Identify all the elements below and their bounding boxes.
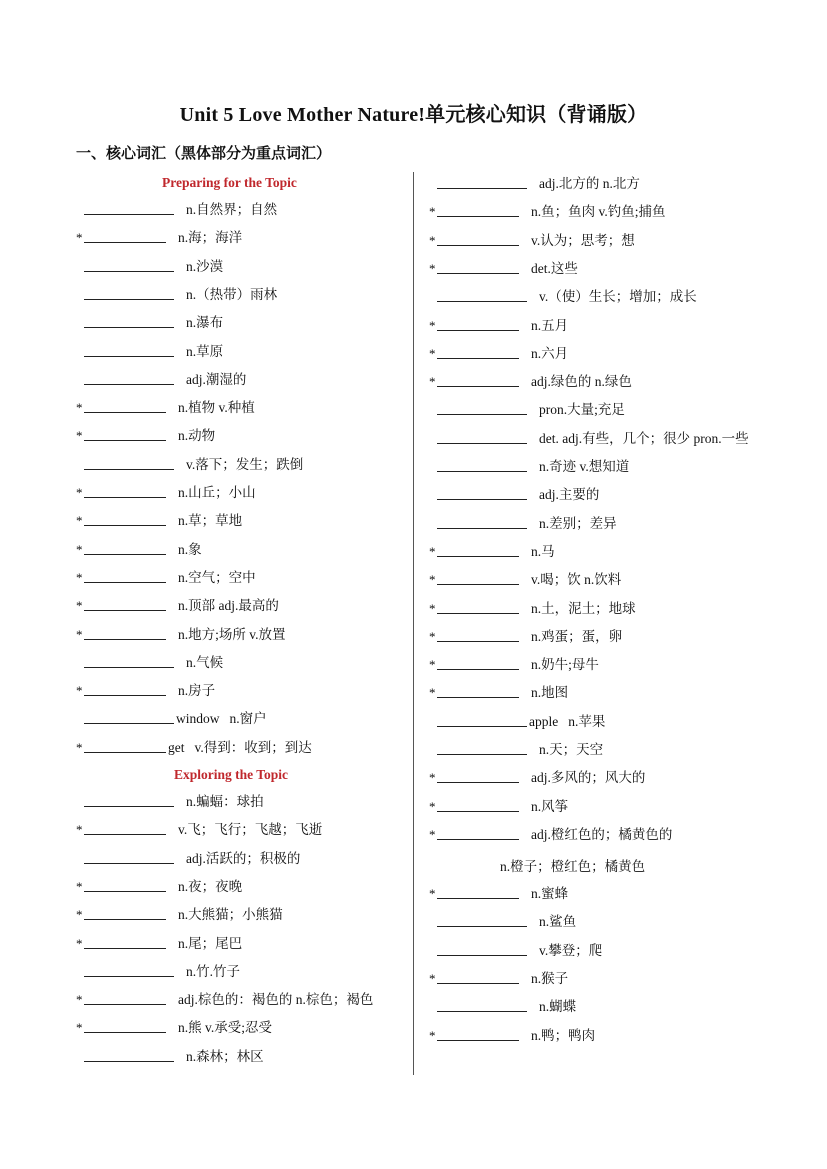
vocab-row [76, 566, 256, 586]
vocab-meaning: n.奶牛;母牛 [531, 657, 599, 673]
vocab-row [76, 538, 202, 558]
answer-blank[interactable] [437, 555, 519, 557]
page-title: Unit 5 Love Mother Nature!单元核心知识（背诵版） [179, 104, 648, 126]
vocab-row [76, 818, 322, 838]
vocab-meaning: n.动物 [178, 428, 216, 444]
vocab-row [429, 710, 605, 730]
vocab-meaning: n.鸡蛋；蛋，卵 [531, 628, 623, 644]
key-word-star: * [76, 513, 83, 529]
key-word-star: * [76, 400, 83, 416]
answer-blank[interactable] [437, 583, 519, 585]
answer-blank[interactable] [84, 496, 166, 498]
answer-blank[interactable] [437, 442, 527, 444]
answer-blank[interactable] [437, 696, 519, 698]
key-word-star: * [76, 907, 83, 923]
key-word-star: * [76, 878, 83, 894]
answer-blank[interactable] [437, 925, 527, 927]
answer-blank[interactable] [437, 329, 519, 331]
vocab-meaning: n.奇迹 v.想知道 [539, 459, 630, 474]
vocab-meaning: n.瀑布 [186, 315, 224, 331]
key-word-star: * [76, 1020, 83, 1036]
answer-blank[interactable] [84, 1031, 166, 1033]
key-word-star: * [429, 628, 436, 644]
vocab-meaning: adj.橙红色的；橘黄色的 [531, 826, 673, 842]
vocab-meaning: v.飞；飞行；飞越；飞逝 [178, 822, 323, 838]
vocab-meaning: n.气候 [186, 654, 224, 670]
vocab-row [76, 424, 215, 444]
vocab-meaning: n.空气；空中 [178, 569, 256, 585]
vocab-row [76, 736, 312, 756]
answer-blank[interactable] [84, 722, 174, 724]
vocab-meaning: n.房子 [178, 683, 216, 699]
vocab-meaning: n.地方;场所 v.放置 [178, 626, 286, 642]
vocab-row [429, 1024, 595, 1044]
answer-blank[interactable] [84, 355, 174, 357]
vocab-meaning: n.熊 v.承受;忍受 [178, 1020, 272, 1036]
answer-blank[interactable] [84, 694, 166, 696]
vocab-row [76, 623, 286, 643]
key-word-star: * [76, 428, 83, 444]
answer-blank[interactable] [84, 1060, 174, 1062]
vocab-meaning: n.天；天空 [539, 742, 604, 757]
vocab-row [429, 939, 602, 959]
answer-blank[interactable] [84, 553, 166, 555]
vocab-row [76, 1016, 272, 1036]
vocab-row [429, 512, 617, 532]
vocab-row [76, 509, 242, 529]
vocab-meaning: n.森林；林区 [186, 1048, 264, 1064]
answer-blank[interactable] [437, 357, 519, 359]
answer-blank[interactable] [437, 272, 519, 274]
answer-blank[interactable] [84, 975, 174, 977]
vocab-meaning: n.象 [178, 541, 202, 557]
key-word-star: * [429, 886, 436, 901]
vocab-meaning: adj.潮湿的 [186, 371, 247, 387]
vocab-meaning: adj.北方的 n.北方 [539, 176, 640, 191]
answer-blank[interactable] [437, 385, 519, 387]
answer-blank[interactable] [437, 640, 519, 642]
vocab-meaning: n.沙漠 [186, 258, 224, 274]
vocab-meaning: v.喝；饮 n.饮料 [531, 572, 622, 588]
key-word-star: * [76, 569, 83, 585]
key-word-star: * [429, 317, 436, 333]
vocab-row [76, 396, 255, 416]
vocab-row [76, 679, 215, 699]
key-word-star: * [429, 543, 436, 559]
vocab-row [76, 311, 223, 331]
vocab-row [429, 398, 625, 418]
vocab-row [76, 988, 373, 1008]
key-word-star: * [76, 230, 83, 246]
vocab-row [429, 681, 568, 701]
vocab-meaning: v.（使）生长；增加；成长 [539, 289, 697, 305]
vocab-row [76, 198, 277, 218]
key-word-star: * [429, 970, 436, 986]
answer-blank[interactable] [84, 947, 166, 949]
vocab-row [429, 653, 599, 673]
answer-blank[interactable] [84, 298, 174, 300]
key-word-star: * [429, 204, 436, 220]
vocab-row [429, 483, 599, 503]
vocab-row [429, 597, 636, 617]
vocab-row [429, 427, 749, 447]
answer-blank[interactable] [437, 810, 519, 812]
key-word-star: * [429, 345, 436, 361]
vocab-row [429, 455, 629, 475]
vocab-meaning: n.夜；夜晚 [178, 878, 243, 894]
vocab-meaning: n.五月 [531, 317, 569, 333]
vocab-meaning: adj.绿色的 n.绿色 [531, 374, 632, 390]
answer-blank[interactable] [84, 411, 166, 413]
vocab-row [429, 882, 568, 902]
vocab-row [76, 960, 240, 980]
vocab-row [429, 229, 635, 249]
answer-blank[interactable] [437, 982, 519, 984]
vocab-meaning: v.认为；思考；想 [531, 232, 635, 248]
meaning-continuation: n.橙子；橙红色；橘黄色 [500, 859, 646, 874]
answer-blank[interactable] [84, 468, 174, 470]
vocab-row [76, 368, 246, 388]
key-word-star: * [76, 822, 83, 838]
key-word-star: * [429, 685, 436, 701]
vocab-word: get [168, 739, 185, 755]
answer-blank[interactable] [84, 1003, 166, 1005]
vocab-row [429, 967, 568, 987]
vocab-row [76, 283, 277, 303]
heading-preparing: Preparing for the Topic [162, 175, 297, 190]
vocab-row [76, 255, 223, 275]
vocab-meaning: n.苹果 [568, 713, 606, 729]
heading-exploring: Exploring the Topic [174, 767, 289, 782]
answer-blank[interactable] [437, 413, 527, 415]
vocab-row [76, 790, 264, 810]
answer-blank[interactable] [437, 1039, 519, 1041]
answer-blank[interactable] [437, 612, 519, 614]
vocab-row [76, 847, 300, 867]
vocab-meaning: pron.大量;充足 [539, 402, 625, 418]
key-word-star: * [429, 798, 436, 814]
vocab-row [429, 766, 645, 786]
vocab-word: apple [529, 713, 559, 729]
vocab-meaning: v.攀登；爬 [539, 942, 603, 958]
vocab-meaning: n.草原 [186, 343, 224, 359]
answer-blank[interactable] [84, 890, 166, 892]
vocab-row [76, 903, 283, 923]
answer-blank[interactable] [437, 215, 519, 217]
answer-blank[interactable] [437, 498, 527, 500]
vocab-row [429, 738, 603, 758]
answer-blank[interactable] [84, 270, 174, 272]
vocab-row [429, 342, 568, 362]
vocab-meaning: n.自然界；自然 [186, 202, 278, 217]
vocab-meaning: v.得到：收到；到达 [194, 739, 312, 755]
answer-blank[interactable] [84, 918, 166, 920]
vocab-meaning: n.马 [531, 543, 555, 559]
vocab-row [76, 651, 223, 671]
vocab-meaning: n.蜜蜂 [531, 886, 569, 901]
vocab-meaning: adj.多风的；风大的 [531, 770, 646, 786]
answer-blank[interactable] [84, 241, 166, 243]
vocab-row [429, 257, 578, 277]
vocab-row [76, 340, 223, 360]
vocab-row [76, 594, 279, 614]
vocab-meaning: det.这些 [531, 260, 578, 276]
vocab-row [76, 481, 256, 501]
vocab-meaning: adj.棕色的：褐色的 n.棕色；褐色 [178, 992, 374, 1008]
vocab-meaning: n.海；海洋 [178, 230, 243, 246]
vocab-meaning: n.鸭；鸭肉 [531, 1027, 596, 1043]
answer-blank[interactable] [437, 725, 527, 727]
answer-blank[interactable] [84, 326, 174, 328]
answer-blank[interactable] [437, 300, 527, 302]
vocab-meaning: adj.活跃的；积极的 [186, 850, 301, 866]
key-word-star: * [76, 739, 83, 755]
answer-blank[interactable] [84, 666, 174, 668]
answer-blank[interactable] [437, 897, 519, 899]
vocab-row [429, 823, 672, 843]
vocab-meaning: n.植物 v.种植 [178, 400, 255, 416]
answer-blank[interactable] [437, 954, 527, 956]
answer-blank[interactable] [437, 781, 519, 783]
key-word-star: * [76, 541, 83, 557]
vocab-meaning: n.山丘；小山 [178, 485, 256, 500]
vocab-row [429, 172, 640, 192]
key-word-star: * [429, 600, 436, 616]
vocab-row [429, 540, 555, 560]
answer-blank[interactable] [84, 581, 166, 583]
vocab-row [76, 453, 303, 473]
column-divider [413, 172, 414, 1075]
key-word-star: * [429, 260, 436, 276]
vocab-meaning: n.地图 [531, 685, 569, 701]
key-word-star: * [76, 485, 83, 500]
key-word-star: * [429, 770, 436, 786]
vocab-row [429, 314, 568, 334]
vocab-word: window [176, 711, 220, 727]
answer-blank[interactable] [84, 524, 166, 526]
answer-blank[interactable] [437, 187, 527, 189]
vocab-meaning: n.竹.竹子 [186, 963, 240, 979]
vocab-meaning: n.蝴蝶 [539, 999, 577, 1015]
vocab-row [76, 875, 242, 895]
vocab-meaning: n.（热带）雨林 [186, 286, 278, 302]
vocab-meaning: n.窗户 [229, 711, 267, 727]
vocab-meaning: adj.主要的 [539, 487, 600, 503]
vocab-meaning: n.大熊猫；小熊猫 [178, 907, 283, 923]
vocab-meaning: n.风筝 [531, 798, 569, 814]
vocab-meaning: n.鱼；鱼肉 v.钓鱼;捕鱼 [531, 204, 666, 220]
vocab-meaning: n.尾；尾巴 [178, 935, 243, 951]
answer-blank[interactable] [84, 213, 174, 215]
vocab-meaning: n.六月 [531, 345, 569, 361]
answer-blank[interactable] [437, 753, 527, 755]
key-word-star: * [429, 826, 436, 842]
key-word-star: * [76, 683, 83, 699]
key-word-star: * [429, 232, 436, 248]
vocab-row [429, 995, 576, 1015]
vocab-meaning: n.猴子 [531, 970, 569, 986]
vocab-row [429, 795, 568, 815]
answer-blank[interactable] [84, 638, 166, 640]
answer-blank[interactable] [84, 751, 166, 753]
answer-blank[interactable] [84, 609, 166, 611]
answer-blank[interactable] [84, 862, 174, 864]
answer-blank[interactable] [84, 833, 166, 835]
answer-blank[interactable] [437, 838, 519, 840]
answer-blank[interactable] [84, 383, 174, 385]
section-title: 一、核心词汇（黑体部分为重点词汇） [76, 146, 332, 162]
vocab-meaning: n.土，泥土；地球 [531, 600, 636, 616]
vocab-row [429, 370, 632, 390]
vocab-meaning: n.草；草地 [178, 513, 243, 529]
vocab-row [76, 707, 267, 727]
answer-blank[interactable] [437, 470, 527, 472]
answer-blank[interactable] [84, 439, 166, 441]
key-word-star: * [76, 598, 83, 614]
key-word-star: * [76, 626, 83, 642]
key-word-star: * [76, 935, 83, 951]
key-word-star: * [429, 572, 436, 588]
key-word-star: * [76, 992, 83, 1008]
vocab-row [429, 625, 622, 645]
vocab-meaning: n.鲨鱼 [539, 914, 577, 930]
vocab-row [76, 1045, 264, 1065]
answer-blank[interactable] [437, 527, 527, 529]
key-word-star: * [429, 1027, 436, 1043]
answer-blank[interactable] [437, 668, 519, 670]
vocab-row [76, 932, 242, 952]
answer-blank[interactable] [437, 244, 519, 246]
vocab-meaning: n.差别；差异 [539, 515, 617, 531]
answer-blank[interactable] [437, 1010, 527, 1012]
vocab-row [429, 910, 576, 930]
vocab-meaning: v.落下；发生；跌倒 [186, 456, 304, 472]
key-word-star: * [429, 657, 436, 673]
vocab-row [429, 285, 697, 305]
vocab-row [429, 568, 621, 588]
answer-blank[interactable] [84, 805, 174, 807]
vocab-row [429, 200, 666, 220]
vocab-meaning: n.蝙蝠：球拍 [186, 794, 264, 809]
vocab-meaning: det. adj.有些，几个；很少 pron.一些 [539, 430, 749, 446]
key-word-star: * [429, 374, 436, 390]
vocab-meaning: n.顶部 adj.最高的 [178, 598, 279, 614]
vocab-row [76, 226, 242, 246]
